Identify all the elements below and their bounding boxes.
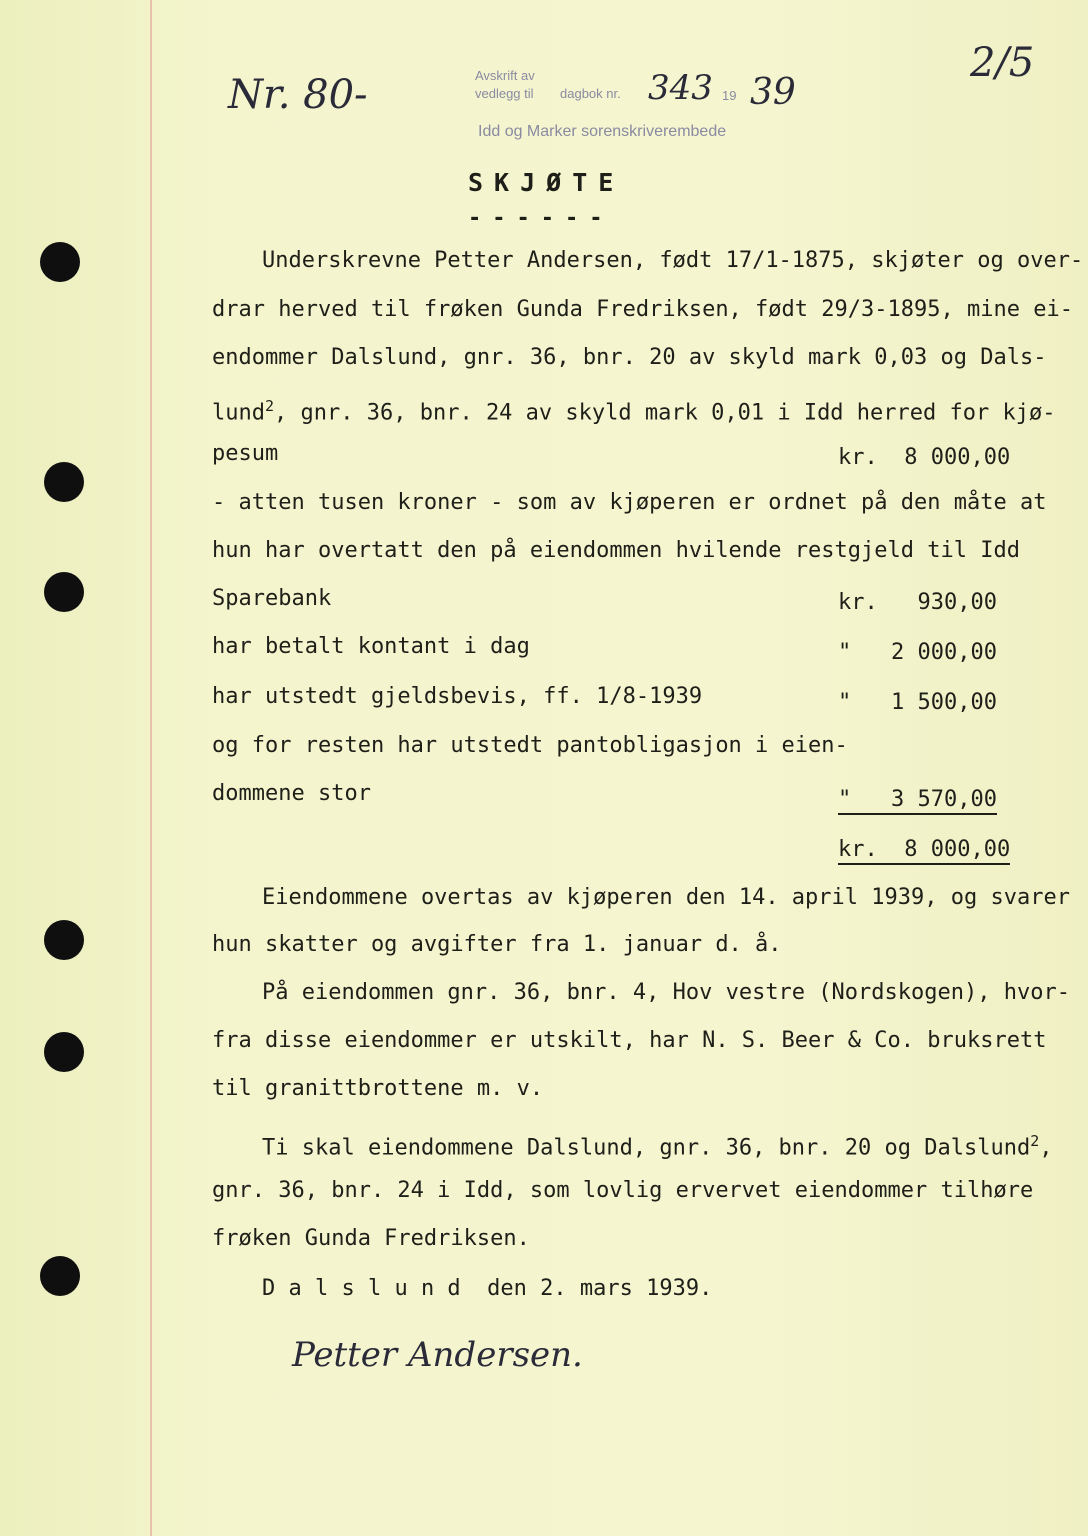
body-text: , gnr. 36, bnr. 24 av skyld mark 0,01 i Idd herred for kjø- xyxy=(274,400,1056,426)
body-line: gnr. 36, bnr. 24 i Idd, som lovlig ervervet eiendommer tilhøre xyxy=(212,1178,1034,1203)
body-line xyxy=(262,1128,1053,1161)
stamp-number: 343 xyxy=(648,68,713,108)
superscript: 2 xyxy=(1030,1132,1040,1150)
body-line: drar herved til frøken Gunda Fredriksen, født 29/3-1895, mine ei- xyxy=(212,297,1073,322)
body-text: Ti skal eiendommene Dalslund, gnr. 36, bnr. 20 og Dalslund xyxy=(262,1135,1031,1161)
amount-total xyxy=(838,837,1010,863)
date-line: D a l s l u n d den 2. mars 1939. xyxy=(262,1276,713,1301)
amount-cash: " 2 000,00 xyxy=(838,640,997,665)
body-line: På eiendommen gnr. 36, bnr. 4, Hov vestre (Nordskogen), hvor- xyxy=(262,980,1070,1005)
stamp-year-prefix: 19 xyxy=(722,88,737,103)
body-line: hun skatter og avgifter fra 1. januar d. å. xyxy=(212,932,782,957)
stamp-label: dagbok nr. xyxy=(560,86,621,101)
stamp-line1: Avskrift av xyxy=(475,68,535,83)
body-text: , xyxy=(1039,1135,1053,1161)
body-line: Sparebank xyxy=(212,586,332,611)
body-line: har betalt kontant i dag xyxy=(212,634,530,659)
body-line xyxy=(212,393,1055,426)
punch-hole xyxy=(40,1256,80,1296)
body-line: - atten tusen kroner - som av kjøperen er ordnet på den måte at xyxy=(212,490,1047,515)
body-line: og for resten har utstedt pantobligasjon i eien- xyxy=(212,733,848,758)
body-line: fra disse eiendommer er utskilt, har N. S. Beer & Co. bruksrett xyxy=(212,1028,1047,1053)
body-line: dommene stor xyxy=(212,781,371,806)
punch-hole xyxy=(44,920,84,960)
file-number: Nr. 80- xyxy=(228,72,368,118)
punch-hole xyxy=(44,572,84,612)
margin-line xyxy=(150,0,152,1536)
superscript: 2 xyxy=(264,397,275,415)
stamp-year: 39 xyxy=(750,72,796,113)
body-line: endommer Dalslund, gnr. 36, bnr. 20 av skyld mark 0,03 og Dals- xyxy=(212,345,1047,370)
body-line: pesum xyxy=(212,441,279,466)
amount-value: kr. 8 000,00 xyxy=(838,837,1010,865)
document-title: SKJØTE xyxy=(468,168,625,197)
body-line: Eiendommene overtas av kjøperen den 14. april 1939, og svarer xyxy=(262,885,1070,910)
corner-mark: 2/5 xyxy=(970,40,1035,86)
body-line: Underskrevne Petter Andersen, født 17/1-1875, skjøter og over- xyxy=(262,248,1084,273)
body-line: hun har overtatt den på eiendommen hvilende restgjeld til Idd xyxy=(212,538,1020,563)
amount-restgjeld: kr. 930,00 xyxy=(838,590,997,615)
punch-hole xyxy=(40,242,80,282)
body-line: har utstedt gjeldsbevis, ff. 1/8-1939 xyxy=(212,684,703,709)
amount-pantobligasjon xyxy=(838,787,997,813)
amount-purchase-price: kr. 8 000,00 xyxy=(838,445,1011,470)
signature: Petter Andersen. xyxy=(292,1335,583,1375)
body-line: til granittbrottene m. v. xyxy=(212,1076,544,1101)
title-underline: ------ xyxy=(468,206,614,231)
stamp-line2: vedlegg til xyxy=(475,86,534,101)
punch-hole xyxy=(44,462,84,502)
amount-value: " 3 570,00 xyxy=(838,787,997,815)
amount-gjeldsbevis: " 1 500,00 xyxy=(838,690,997,715)
punch-hole xyxy=(44,1032,84,1072)
body-text: lund xyxy=(212,400,265,426)
stamp-office: Idd og Marker sorenskriverembede xyxy=(478,123,727,140)
body-line: frøken Gunda Fredriksen. xyxy=(212,1226,530,1251)
